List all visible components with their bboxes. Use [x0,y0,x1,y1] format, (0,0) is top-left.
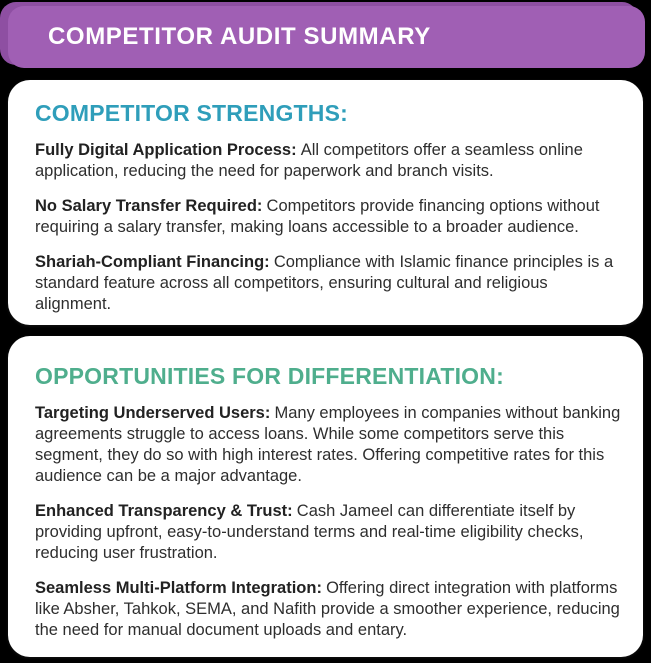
opportunity-item-text: Many employees in companies without banking agreements struggle to access loans. While some competitors serve this segment, they do so with high interest rates. Offering competitive rates for this audience can be a major advantage. [35,404,621,485]
strength-item-text: Competitors provide financing options without requiring a salary transfer, making loans accessible to a broader audience. [35,197,600,236]
opportunity-item-label: Seamless Multi-Platform Integration: [35,579,322,597]
strengths-card [8,80,643,325]
header-banner [8,6,645,68]
strengths-heading: COMPETITOR STRENGTHS: [35,100,349,126]
opportunity-item-text: Offering direct integration with platforms like Absher, Tahkok, SEMA, and Nafith provide a smoother experience, reducing the need for manual document uploads and entary. [35,579,620,639]
opportunity-item [35,578,623,641]
opportunity-item-text: Cash Jameel can differentiate itself by providing upfront, easy-to-understand terms and real-time eligibility checks, reducing user frustration. [35,502,584,562]
strength-item [35,196,623,238]
opportunity-item [35,403,623,487]
strength-item-text: Compliance with Islamic finance principles is a standard feature across all competitors, ensuring cultural and religious alignment. [35,253,614,313]
opportunities-heading: OPPORTUNITIES FOR DIFFERENTIATION: [35,363,504,389]
page-title: COMPETITOR AUDIT SUMMARY [48,23,431,50]
strength-item [35,140,623,182]
opportunity-item-label: Enhanced Transparency & Trust: [35,502,293,520]
strength-item [35,252,623,315]
opportunity-item [35,501,623,564]
strength-item-text: All competitors offer a seamless online application, reducing the need for paperwork and branch visits. [35,141,583,180]
opportunities-body [35,403,621,641]
strengths-body [35,140,621,315]
strength-item-label: Fully Digital Application Process: [35,141,297,159]
opportunity-item-label: Targeting Underserved Users: [35,404,271,422]
strength-item-label: No Salary Transfer Required: [35,197,263,215]
strength-item-label: Shariah-Compliant Financing: [35,253,270,271]
opportunities-card [8,336,643,657]
